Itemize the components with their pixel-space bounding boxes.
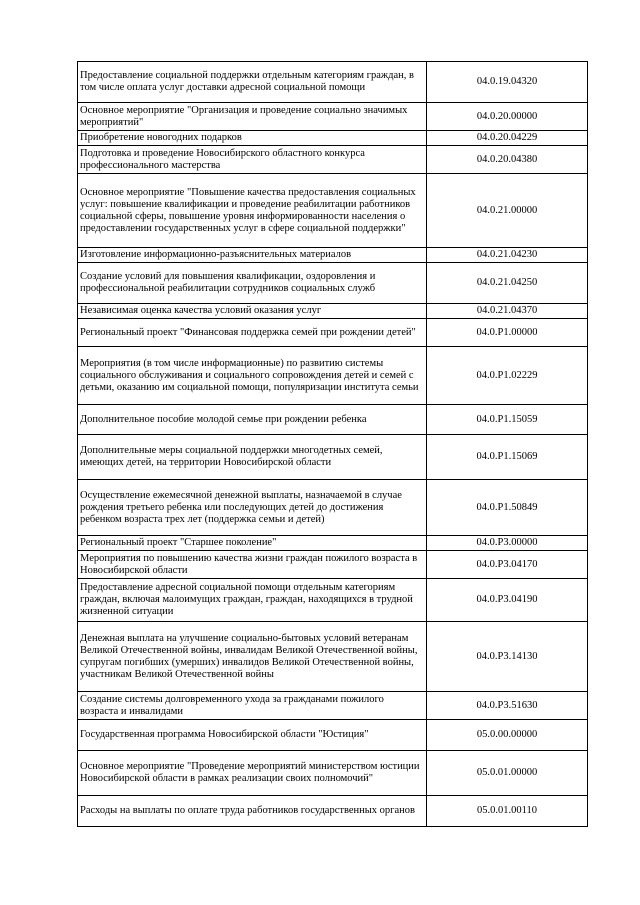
row-name: Денежная выплата на улучшение социально-бытовых условий ветеранам Великой Отечественной войны, инвалидам Великой Отечественной войны, супругам погибших (умерших) инвалидов Великой Отечественной войны, участникам Великой Отечественной войны: [78, 622, 427, 692]
row-code: 04.0.21.04230: [427, 248, 588, 263]
row-code: 04.0.21.00000: [427, 174, 588, 248]
row-name: Региональный проект "Старшее поколение": [78, 536, 427, 551]
row-code: 05.0.00.00000: [427, 720, 588, 751]
row-name: Осуществление ежемесячной денежной выплаты, назначаемой в случае рождения третьего ребенка или последующих детей до достижения ребенком возраста трех лет (поддержка семьи и детей): [78, 480, 427, 536]
row-code: 04.0.P1.00000: [427, 319, 588, 347]
row-code: 04.0.P1.50849: [427, 480, 588, 536]
row-code: 04.0.20.00000: [427, 103, 588, 131]
table-row: [78, 174, 588, 248]
table-row: [78, 263, 588, 304]
row-name: Создание условий для повышения квалификации, оздоровления и профессиональной реабилитации сотрудников социальных служб: [78, 263, 427, 304]
row-code: 04.0.P3.00000: [427, 536, 588, 551]
table-row: [78, 796, 588, 827]
row-name: Мероприятия по повышению качества жизни граждан пожилого возраста в Новосибирской области: [78, 551, 427, 579]
row-code: 04.0.P3.04170: [427, 551, 588, 579]
table-row: [78, 319, 588, 347]
row-name: Предоставление адресной социальной помощи отдельным категориям граждан, включая малоимущих граждан, граждан, находящихся в трудной жизненной ситуации: [78, 579, 427, 622]
row-name: Дополнительное пособие молодой семье при рождении ребенка: [78, 405, 427, 435]
row-code: 04.0.P3.14130: [427, 622, 588, 692]
table-row: [78, 131, 588, 146]
table-row: [78, 692, 588, 720]
row-name: Основное мероприятие "Повышение качества предоставления социальных услуг: повышение квалификации и проведение реабилитации работников социальной сферы, повышение уровня информированности населения о предоставлении государственных услуг в сфере социальной поддержки": [78, 174, 427, 248]
row-code: 04.0.P1.15059: [427, 405, 588, 435]
row-name: Независимая оценка качества условий оказания услуг: [78, 304, 427, 319]
row-name: Изготовление информационно-разъяснительных материалов: [78, 248, 427, 263]
row-code: 04.0.20.04380: [427, 146, 588, 174]
table-row: [78, 304, 588, 319]
table-row: [78, 248, 588, 263]
row-name: Основное мероприятие "Организация и проведение социально значимых мероприятий": [78, 103, 427, 131]
table-row: [78, 146, 588, 174]
row-code: 05.0.01.00110: [427, 796, 588, 827]
row-name: Мероприятия (в том числе информационные) по развитию системы социального обслуживания и социального сопровождения детей и семей с детьми, оказанию им социальной помощи, популяризации института семьи: [78, 347, 427, 405]
row-code: 04.0.19.04320: [427, 62, 588, 103]
table-row: [78, 103, 588, 131]
row-code: 04.0.20.04229: [427, 131, 588, 146]
row-code: 04.0.P3.51630: [427, 692, 588, 720]
table-row: [78, 536, 588, 551]
row-name: Расходы на выплаты по оплате труда работников государственных органов: [78, 796, 427, 827]
row-code: 04.0.P1.15069: [427, 435, 588, 480]
row-name: Государственная программа Новосибирской области "Юстиция": [78, 720, 427, 751]
row-name: Региональный проект "Финансовая поддержка семей при рождении детей": [78, 319, 427, 347]
table-row: [78, 720, 588, 751]
budget-classification-table: [77, 61, 588, 827]
row-name: Приобретение новогодних подарков: [78, 131, 427, 146]
table-body: [78, 62, 588, 827]
row-code: 05.0.01.00000: [427, 751, 588, 796]
table-row: [78, 579, 588, 622]
table-row: [78, 62, 588, 103]
table-row: [78, 435, 588, 480]
table-row: [78, 551, 588, 579]
table-row: [78, 405, 588, 435]
row-code: 04.0.P3.04190: [427, 579, 588, 622]
table-row: [78, 622, 588, 692]
table-row: [78, 751, 588, 796]
row-name: Создание системы долговременного ухода за гражданами пожилого возраста и инвалидами: [78, 692, 427, 720]
row-name: Подготовка и проведение Новосибирского областного конкурса профессионального мастерства: [78, 146, 427, 174]
row-name: Основное мероприятие "Проведение мероприятий министерством юстиции Новосибирской области в рамках реализации своих полномочий": [78, 751, 427, 796]
row-code: 04.0.21.04250: [427, 263, 588, 304]
row-name: Предоставление социальной поддержки отдельным категориям граждан, в том числе оплата услуг доставки адресной социальной помощи: [78, 62, 427, 103]
table-row: [78, 480, 588, 536]
row-name: Дополнительные меры социальной поддержки многодетных семей, имеющих детей, на территории Новосибирской области: [78, 435, 427, 480]
row-code: 04.0.21.04370: [427, 304, 588, 319]
row-code: 04.0.P1.02229: [427, 347, 588, 405]
table-row: [78, 347, 588, 405]
